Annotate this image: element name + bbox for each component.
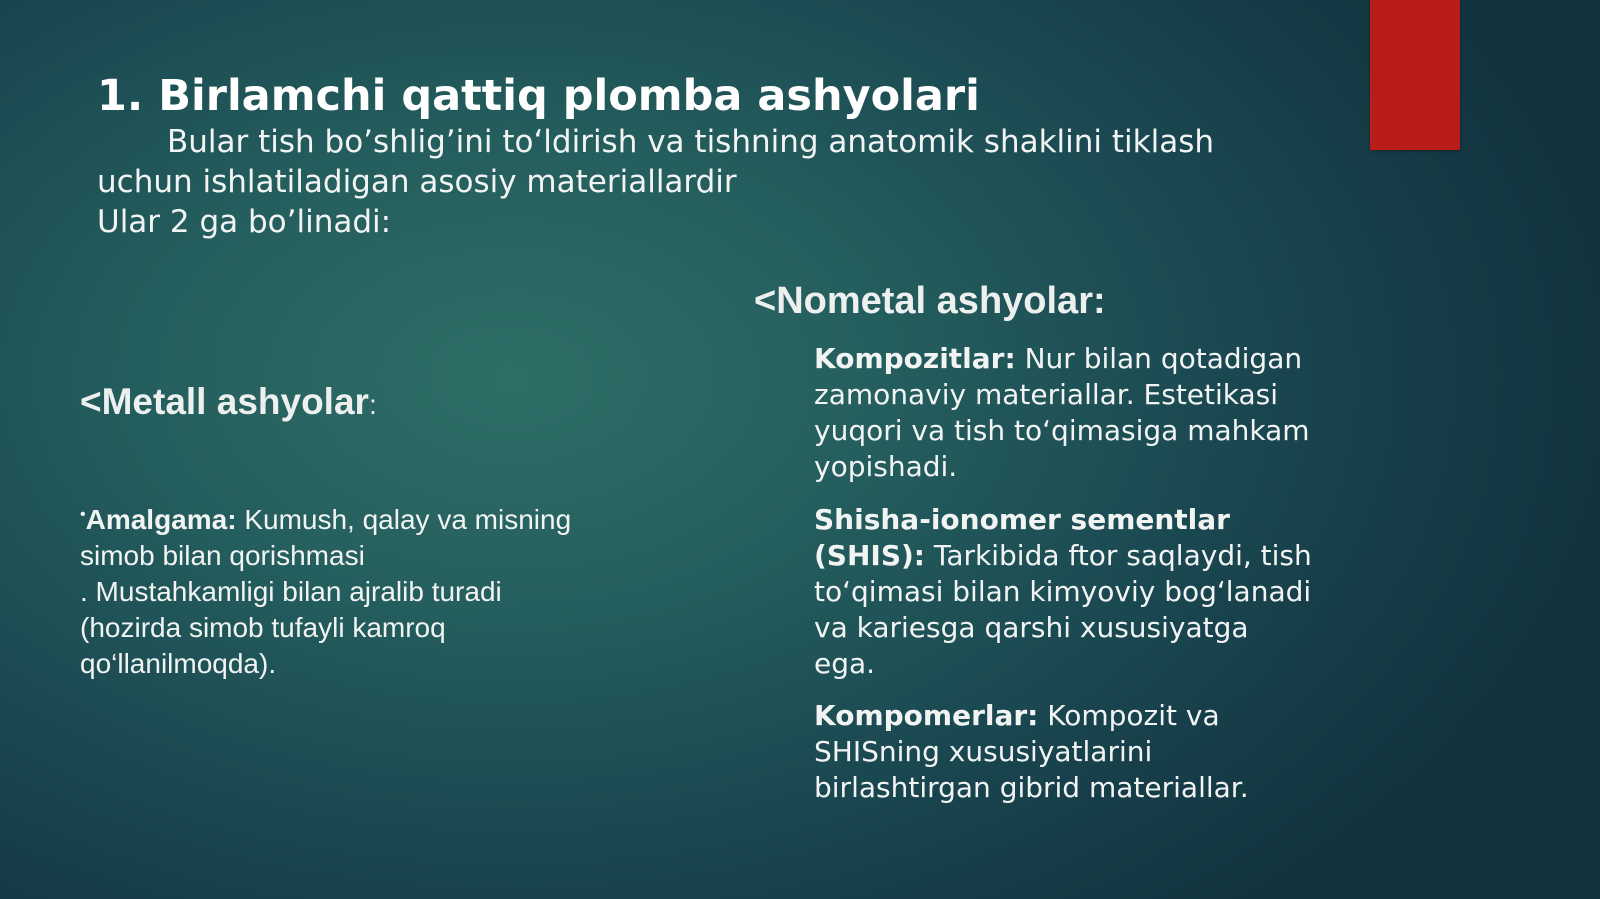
kompomerlar-item [814,698,1334,806]
amalgama-text: Kumush, qalay va misning [236,504,572,535]
amalgama-term: Amalgama: [85,504,237,535]
metal-heading-colon: : [368,389,377,420]
kompomerlar-term: Kompomerlar: [814,699,1039,732]
kompomerlar-line: birlashtirgan gibrid materiallar. [814,771,1249,804]
accent-bar [1370,0,1460,150]
shis-item [814,502,1334,682]
shis-term: Shisha-ionomer sementlar [814,503,1230,536]
kompomerlar-first-line [814,698,1334,734]
shis-line: va kariesga qarshi xususiyatga [814,611,1249,644]
amalgama-first-line [80,497,640,538]
kompozitlar-line: zamonaviy materiallar. Estetikasi [814,378,1279,411]
intro-line: Ular 2 ga bo’linadi: [97,204,392,240]
amalgama-line: . Mustahkamligi bilan ajralib turadi [80,576,502,607]
shis-line: ega. [814,647,876,680]
slide-title: 1. Birlamchi qattiq plomba ashyolari [97,71,980,121]
amalgama-line: (hozirda simob tufayli kamroq [80,612,446,643]
kompozitlar-line: yuqori va tish to‘qimasiga mahkam [814,414,1310,447]
shis-text: Tarkibida ftor saqlaydi, tish [924,539,1312,572]
kompozitlar-first-line [814,341,1334,377]
shis-term-line [814,502,1334,538]
shis-line: to‘qimasi bilan kimyoviy bog‘lanadi [814,575,1312,608]
kompozitlar-item [814,341,1334,485]
intro-text [97,122,1247,242]
bullet-icon: • [80,506,86,523]
amalgama-line: simob bilan qorishmasi [80,540,365,571]
kompozitlar-text: Nur bilan qotadigan [1015,342,1303,375]
kompomerlar-text: Kompozit va [1038,699,1220,732]
shis-second-line [814,538,1334,574]
metal-heading [80,380,377,427]
intro-line: uchun ishlatiladigan asosiy materiallardir [97,164,737,200]
kompomerlar-line: SHISning xususiyatlarini [814,735,1153,768]
kompozitlar-term: Kompozitlar: [814,342,1016,375]
metal-heading-text: <Metall ashyolar [80,381,369,422]
intro-line: Bular tish bo’shlig’ini to‘ldirish va tishning anatomik shaklini tiklash [167,124,1215,160]
amalgama-line: qo‘llanilmoqda). [80,648,277,679]
amalgama-item [80,497,640,682]
nonmetal-heading: <Nometal ashyolar: [754,280,1106,322]
shis-term-abbr: (SHIS): [814,539,925,572]
kompozitlar-line: yopishadi. [814,450,958,483]
